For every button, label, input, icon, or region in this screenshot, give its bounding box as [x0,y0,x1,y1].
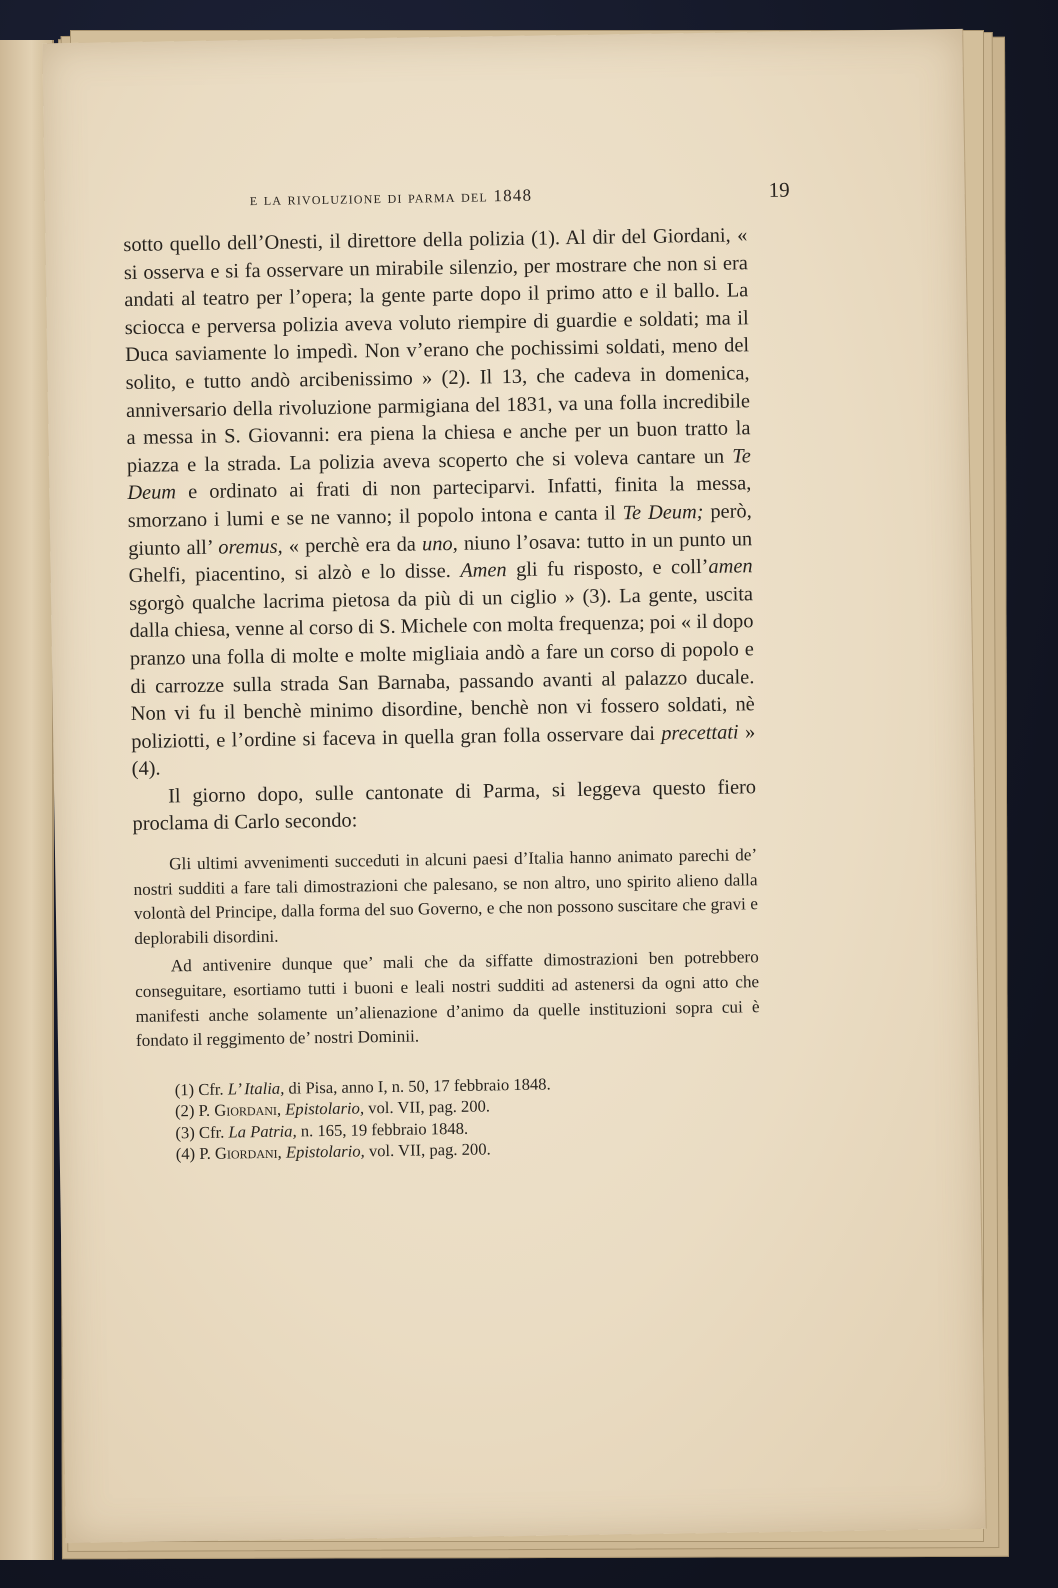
italic-run: precettati [661,721,739,745]
text-run: di Pisa, anno I, n. 50, 17 febbraio 1848. [284,1074,551,1098]
italic-run: Epistolario, [285,1141,365,1162]
text-run: niuno l’osava: tutto in un punto un Ghelfi, piacentino, si alzò e lo disse. [128,527,753,588]
footnote-number: (4) [175,1144,196,1164]
page-number: 19 [768,177,790,202]
italic-run: Te Deum; [622,500,704,525]
footnote-number: (1) [174,1079,195,1100]
text-run: sotto quello dell’Onesti, il direttore della polizia (1). Al dir del Giordani, « si osserva e si fa osservare un mirabile silenzio, per mostrare che non si era andati al teatro per l’opera; la gente parte dopo il primo atto e il ballo. La sciocca e perversa polizia aveva voluto riempire di guardie e soldati; ma il Duca saviamente lo impedì. Non v’erano che pochissimi soldati, meno del solito, e tutto andò arcibenissimo » (2). Il 13, che cadeva in domenica, anniversario della rivoluzione parmigiana del 1831, va una folla incredibile a messa in S. Giovanni: era piena la chiesa e anche per un buon tratto la piazza e la strada. La polizia aveva scoperto che si voleva cantare un [123,224,751,477]
footnotes [137,1070,762,1166]
running-header [249,177,790,210]
italic-run: amen [708,555,753,579]
text-run: P. [199,1144,216,1164]
text-run: vol. VII, pag. 200. [364,1139,491,1161]
italic-run: uno, [421,532,458,555]
text-run: « perchè era da [282,532,423,558]
italic-run: Amen [460,559,507,582]
text-run: Cfr. [198,1079,228,1099]
italic-run: La Patria, [228,1121,297,1142]
small-caps-run: Giordani, [214,1143,282,1164]
page-body [123,222,762,1165]
text-run: gli fu risposto, e coll’ [506,556,709,582]
quote-paragraph: Gli ultimi avvenimenti succeduti in alcuni paesi d’Italia hanno animato parechi de’ nostri sudditi a fare tali dimostrazioni che palesano, se non altro, uno spirito alieno dalla volontà del Principe, dalla forma del suo Governo, e che non possono suscitare che gravi e deplorabili disordini. [133,845,759,948]
footnote-number: (2) [174,1101,195,1121]
text-run: Cfr. [198,1122,229,1142]
text-run: sgorgò qualche lacrima pietosa da più di un ciglio » (3). La gente, uscita dalla chiesa, venne al corso di S. Michele con molta frequenza; poi « il dopo pranzo una folla di molte e molte migliaia andò a fare un corso di popolo e di carrozze sulla strada San Barnaba, passando avanti al palazzo ducale. Non vi fu il benchè minimo disordine, benchè non vi fossero soldati, nè poliziotti, e l’ordine si faceva in quella gran folla osservare dai [128,582,755,753]
text-run: e ordinato ai frati di non parteciparvi. Infatti, finita la messa, smorzano i lumi e se ne vanno; il popolo intona e canta il [127,472,752,532]
small-caps-run: Giordani, [214,1100,282,1121]
text-run: vol. VII, pag. 200. [363,1096,491,1118]
proclamation-quote [133,843,760,1054]
paragraph [123,222,756,784]
italic-run: oremus, [218,535,283,559]
footnote-number: (3) [175,1122,195,1143]
quote-paragraph: Ad antivenire dunque que’ mali che da siffatte dimostrazioni ben potrebbero conseguitare, esortiamo tutti i buoni e leali nostri sudditi ad astenersi da ogni atto che manifesti anche solamente un’alienazione d’animo da quelle instituzioni sopra cui è fondato il reggimento de’ nostri Dominii. [135,947,760,1051]
italic-run: Te Deum [127,444,752,505]
running-title: e la rivoluzione di parma del 1848 [249,185,533,210]
paragraph: Il giorno dopo, sulle cantonate di Parma, si leggeva questo fiero proclama di Carlo secondo: [132,776,757,836]
book-page [42,29,986,1543]
italic-run: L’ Italia, [227,1078,285,1099]
text-run: » (4). [131,720,756,781]
text-run: n. 165, 19 febbraio 1848. [296,1118,469,1141]
text-run: però, giunto all’ [128,500,752,560]
italic-run: Epistolario, [285,1098,365,1119]
text-run: P. [198,1101,215,1121]
